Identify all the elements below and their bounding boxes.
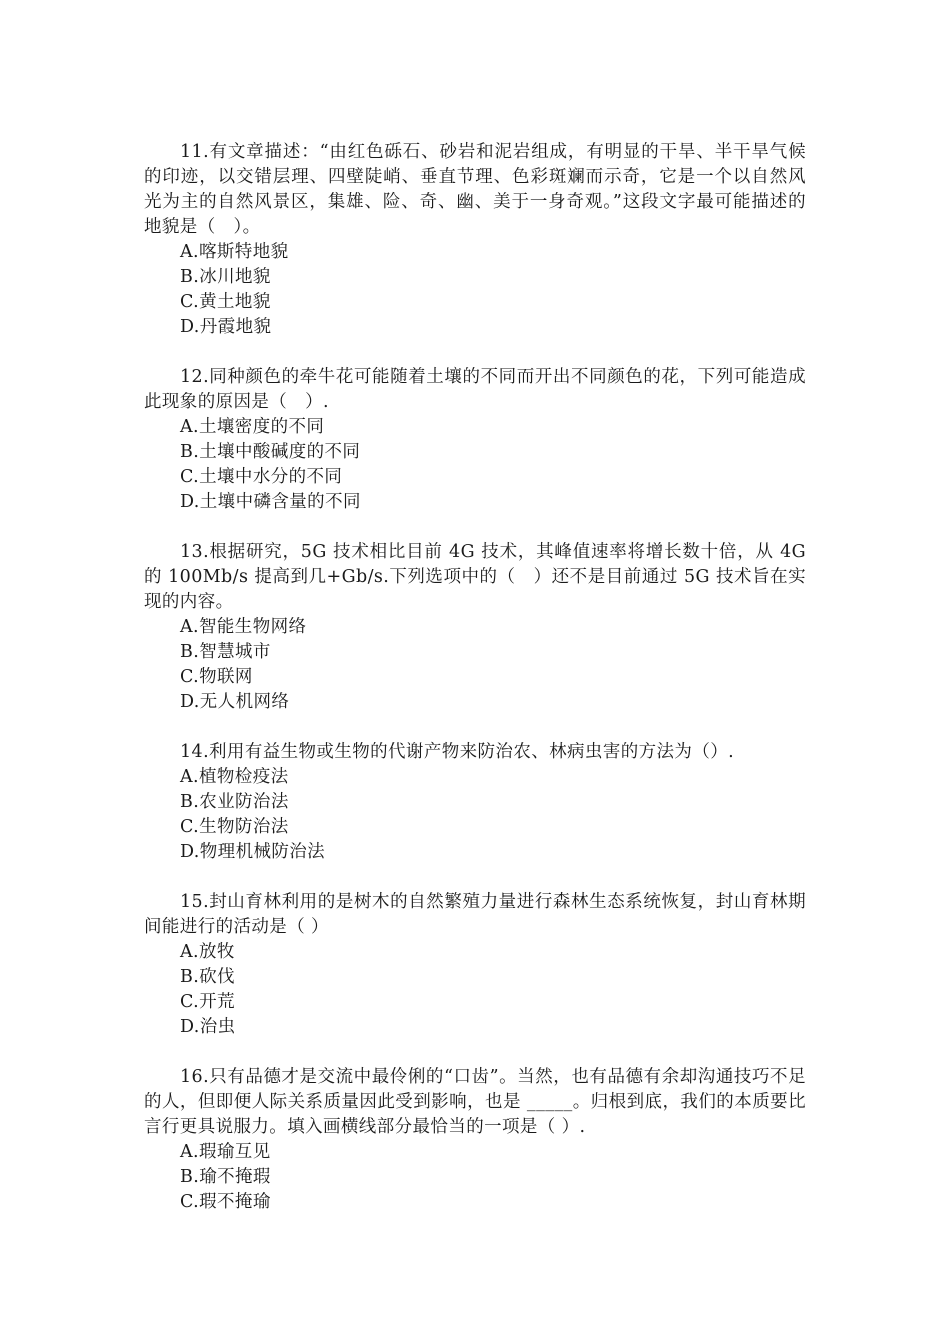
question-stem: 16.只有品德才是交流中最伶俐的“口齿”。当然，也有品德有余却沟通技巧不足的人，但即便人际关系质量因此受到影响，也是 _____。归根到底，我们的本质要比言行更具说服力。填入画横线部分最恰当的一项是（ ）. [144,1067,806,1137]
question-stem: 13.根据研究，5G 技术相比目前 4G 技术，其峰值速率将增长数十倍，从 4G 的 100Mb/s 提高到几+Gb/s.下列选项中的（ ）还不是目前通过 5G 技术旨在实现的内容。 [144,542,806,612]
question-14 [144,740,806,865]
question-stem: 14.利用有益生物或生物的代谢产物来防治农、林病虫害的方法为（）. [180,742,735,762]
question-12 [144,365,806,515]
option-a: A.植物检疫法 [180,767,289,787]
question-stem: 12.同种颜色的牵牛花可能随着土壤的不同而开出不同颜色的花，下列可能造成此现象的原因是（ ）. [144,367,806,412]
option-d: D.无人机网络 [180,692,290,712]
option-b: B.冰川地貌 [180,267,271,287]
question-13 [144,540,806,715]
option-d: D.丹霞地貌 [180,317,272,337]
option-a: A.智能生物网络 [180,617,307,637]
option-c: C.黄土地貌 [180,292,271,312]
option-d: D.土壤中磷含量的不同 [180,492,361,512]
document-page [144,140,806,1240]
option-c: C.物联网 [180,667,253,687]
option-c: C.生物防治法 [180,817,289,837]
option-b: B.智慧城市 [180,642,271,662]
option-c: C.土壤中水分的不同 [180,467,343,487]
question-stem: 15.封山育林利用的是树木的自然繁殖力量进行森林生态系统恢复，封山育林期间能进行的活动是（ ） [144,892,806,937]
option-b: B.土壤中酸碱度的不同 [180,442,361,462]
option-d: D.物理机械防治法 [180,842,326,862]
option-a: A.放牧 [180,942,235,962]
question-16 [144,1065,806,1215]
option-b: B.瑜不掩瑕 [180,1167,271,1187]
option-c: C.开荒 [180,992,235,1012]
option-b: B.砍伐 [180,967,236,987]
option-a: A.喀斯特地貌 [180,242,289,262]
question-stem: 11.有文章描述：“由红色砾石、砂岩和泥岩组成，有明显的干旱、半干旱气候的印迹，以交错层理、四壁陡峭、垂直节理、色彩斑斓而示奇，它是一个以自然风光为主的自然风景区，集雄、险、奇、幽、美于一身奇观。”这段文字最可能描述的地貌是（ ）。 [144,142,806,237]
question-15 [144,890,806,1040]
option-a: A.土壤密度的不同 [180,417,325,437]
option-b: B.农业防治法 [180,792,289,812]
question-11 [144,140,806,340]
option-d: D.治虫 [180,1017,236,1037]
option-c: C.瑕不掩瑜 [180,1192,271,1212]
option-a: A.瑕瑜互见 [180,1142,271,1162]
